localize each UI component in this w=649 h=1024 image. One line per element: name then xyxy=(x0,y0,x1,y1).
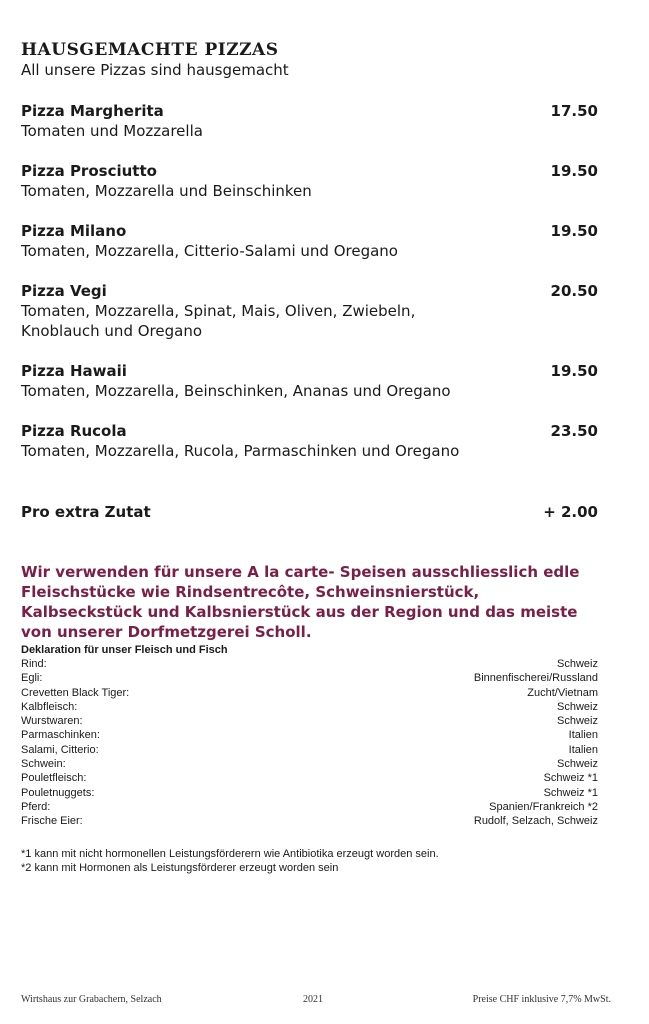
declaration-item: Schwein: xyxy=(21,758,66,771)
declaration-origin: Schweiz xyxy=(557,715,598,728)
item-description: Tomaten, Mozzarella, Spinat, Mais, Oliven, Zwiebeln, Knoblauch und Oregano xyxy=(21,302,416,340)
footnotes xyxy=(21,847,611,875)
menu-item xyxy=(21,421,598,461)
declaration-item: Pouletfleisch: xyxy=(21,772,87,785)
declaration-row xyxy=(21,714,598,728)
menu-item xyxy=(21,161,598,201)
item-description: Tomaten und Mozzarella xyxy=(21,122,203,140)
declaration-item: Pouletnuggets: xyxy=(21,786,95,799)
item-price: 19.50 xyxy=(550,362,598,380)
item-price: 19.50 xyxy=(550,162,598,180)
declaration-origin: Italien xyxy=(568,743,598,756)
declaration-item: Rind: xyxy=(21,658,47,670)
declaration-origin: Schweiz xyxy=(557,758,598,771)
declaration-item: Pferd: xyxy=(21,800,51,813)
item-name: Pizza Vegi xyxy=(21,282,107,300)
declaration-item: Egli: xyxy=(21,672,43,685)
declaration-row xyxy=(21,657,598,671)
menu-header xyxy=(21,40,601,80)
declaration-item: Kalbfleisch: xyxy=(21,700,78,713)
declaration-item: Frische Eier: xyxy=(21,815,83,828)
declaration-origin: Schweiz *1 xyxy=(543,786,598,799)
page-title: HAUSGEMACHTE PIZZAS xyxy=(21,40,279,60)
declaration-row xyxy=(21,743,598,757)
extra-topping-price: + 2.00 xyxy=(543,503,598,521)
item-name: Pizza Rucola xyxy=(21,422,127,440)
item-price: 17.50 xyxy=(550,102,598,120)
declaration-item: Parmaschinken: xyxy=(21,729,100,742)
declaration-row xyxy=(21,814,598,828)
declaration-row xyxy=(21,800,598,814)
declaration-row xyxy=(21,686,598,700)
footer-year: 2021 xyxy=(303,994,323,1005)
item-price: 19.50 xyxy=(550,222,598,240)
item-description: Tomaten, Mozzarella und Beinschinken xyxy=(21,182,312,200)
meat-origin-notice: Wir verwenden für unsere A la carte- Speisen ausschliesslich edle Fleischstücke wie Rindsentrecôte, Schweinsnierstück, Kalbseckstück und Kalbsnierstück aus der Region und das meiste von unserer Dorfmetzgerei Scholl. xyxy=(21,563,580,641)
page-subtitle: All unsere Pizzas sind hausgemacht xyxy=(21,61,289,79)
declaration-row xyxy=(21,757,598,771)
item-name: Pizza Milano xyxy=(21,222,127,240)
declaration-item: Crevetten Black Tiger: xyxy=(21,686,130,699)
item-price: 23.50 xyxy=(550,422,598,440)
declaration-origin: Rudolf, Selzach, Schweiz xyxy=(473,815,598,828)
declaration-origin: Italien xyxy=(568,729,598,742)
item-name: Pizza Prosciutto xyxy=(21,162,157,180)
item-name: Pizza Hawaii xyxy=(21,362,127,380)
extra-topping-label: Pro extra Zutat xyxy=(21,503,151,521)
declaration-row xyxy=(21,786,598,800)
declaration-row xyxy=(21,771,598,785)
footnote: *1 kann mit nicht hormonellen Leistungsförderern wie Antibiotika erzeugt worden sein. xyxy=(21,848,439,860)
item-price: 20.50 xyxy=(550,282,598,300)
declaration-origin: Spanien/Frankreich *2 xyxy=(489,800,598,813)
footer-price-note: Preise CHF inklusive 7,7% MwSt. xyxy=(472,994,611,1005)
declaration-origin: Schweiz xyxy=(557,700,598,713)
declaration-item: Salami, Citterio: xyxy=(21,743,99,756)
declaration-row xyxy=(21,700,598,714)
declaration-origin: Binnenfischerei/Russland xyxy=(473,672,598,685)
extra-topping-row xyxy=(21,502,598,522)
declaration-item: Wurstwaren: xyxy=(21,715,83,728)
declaration-title: Deklaration für unser Fleisch und Fisch xyxy=(21,644,228,656)
declaration-row xyxy=(21,728,598,742)
footnote: *2 kann mit Hormonen als Leistungsförderer erzeugt worden sein xyxy=(21,862,339,874)
pizza-menu-list xyxy=(21,101,598,481)
menu-item xyxy=(21,221,598,261)
declaration-row xyxy=(21,671,598,685)
declaration-origin: Schweiz *1 xyxy=(543,772,598,785)
item-name: Pizza Margherita xyxy=(21,102,164,120)
declaration-origin: Schweiz xyxy=(557,658,598,670)
declaration-origin: Zucht/Vietnam xyxy=(527,686,598,699)
item-description: Tomaten, Mozzarella, Citterio-Salami und Oregano xyxy=(21,242,398,260)
menu-item xyxy=(21,361,598,401)
item-description: Tomaten, Mozzarella, Beinschinken, Ananas und Oregano xyxy=(21,382,451,400)
item-description: Tomaten, Mozzarella, Rucola, Parmaschinken und Oregano xyxy=(21,442,460,460)
footer-restaurant-name: Wirtshaus zur Grabachern, Selzach xyxy=(21,994,162,1005)
declaration-table xyxy=(21,643,598,829)
menu-item xyxy=(21,101,598,141)
menu-item xyxy=(21,281,598,341)
